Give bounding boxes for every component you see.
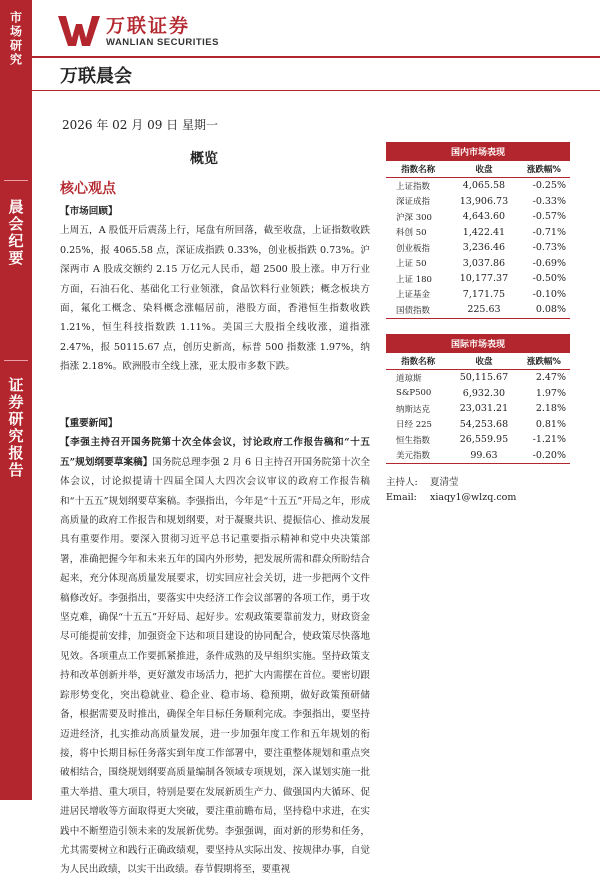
index-name: 美元指数 <box>386 448 450 464</box>
table-row <box>386 256 570 272</box>
index-name: 深证成指 <box>396 197 431 208</box>
index-change: -0.57% <box>532 211 566 223</box>
table-row <box>386 271 570 287</box>
index-close: 23,031.21 <box>459 403 509 415</box>
table-row <box>386 448 570 464</box>
international-market-title: 国际市场表现 <box>386 334 570 353</box>
index-name: 日经 225 <box>396 420 432 431</box>
report-date: 2026 年 02 月 09 日 星期一 <box>62 118 218 132</box>
index-change: -0.73% <box>532 242 566 254</box>
email-label: Email: <box>386 492 417 503</box>
sidebar-label-morning-report: 晨会纪要 <box>6 199 25 267</box>
index-name: 上证基金 <box>396 290 431 301</box>
news-tag: 【重要新闻】 <box>60 418 118 429</box>
index-change: 2.47% <box>535 372 566 384</box>
email-line <box>386 492 516 503</box>
table-row <box>386 370 570 386</box>
brand-logo <box>58 14 219 48</box>
index-change: 0.81% <box>535 418 566 430</box>
host-line <box>386 474 459 488</box>
index-close: 26,559.95 <box>459 434 509 446</box>
index-close: 3,236.46 <box>462 242 506 254</box>
domestic-market-table <box>386 142 570 319</box>
index-name: 恒生指数 <box>396 435 431 446</box>
table-row <box>386 240 570 256</box>
table-row <box>386 401 570 417</box>
brand-name-cn: 万联证券 <box>106 14 191 37</box>
index-change: 0.08% <box>518 302 570 318</box>
market-review-section <box>60 202 370 377</box>
index-change: 1.97% <box>535 387 566 399</box>
domestic-market-title: 国内市场表现 <box>386 142 570 161</box>
index-change: -0.69% <box>532 257 566 269</box>
table-row <box>386 302 570 318</box>
wanlian-logo-icon <box>58 14 100 48</box>
column-header-change: 涨跌幅% <box>518 161 570 178</box>
index-close: 1,422.41 <box>462 226 506 238</box>
index-close: 7,171.75 <box>462 288 506 300</box>
index-close: 99.63 <box>450 448 518 464</box>
news-section <box>60 414 370 880</box>
overview-heading: 概览 <box>190 151 218 167</box>
index-change: -0.33% <box>532 195 566 207</box>
table-row <box>386 194 570 210</box>
index-close: 50,115.67 <box>459 372 509 384</box>
news-text: 国务院总理李强 2 月 6 日主持召开国务院第十次全体会议，讨论拟提请十四届全国人大四次会议审议的政府工作报告稿和“十五五”规划纲要草案稿。李强指出，今年是“十五五”开局之年，形成高质量的政府工作报告和规划纲要，对于凝聚共识、提振信心、推动发展具有重要作用。要深入贯彻习近平总书记重要指示精神和党中央决策部署，准确把握今年和未来五年的国内外形势，把发展所需和群众所盼结合起来，充分体现高质量发展要求，切实回应社会关切，进一步把两个文件稿修改好。李强指出，要落实中央经济工作会议部署的各项工作，勇于攻坚克难，确保“十五五”开好局、起好步。宏观政策要靠前发力，财政资金尽可能提前安排，加强资金下达和项目建设的协同配合，使政策尽快落地见效。各项重点工作要抓紧推进，条件成熟的及早组织实施。坚持政策支持和改革创新并举，更好激发市场活力，把扩大内需摆在首位。要密切跟踪形势变化，突出稳就业、稳企业、稳市场、稳预期，做好政策预研储备，根据需要及时推出，确保全年目标任务顺利完成。李强指出，要坚持迈进经济，扎实推动高质量发展，进一步加强年度工作和五年规划的衔接，将中长期目标任务落实到年度工作部署中，要注重整体规划和重点突破相结合，围绕规划纲要高质量编制各领域专项规划，深入谋划实施一批重大举措、重大项目，特别是要在发展新质生产力、做强国内大循环、促进居民增收等方面取得更大突破，要注重前瞻布局，坚持稳中求进，在实践中不断塑造引领未来的发展新优势。李强强调，面对新的形势和任务，尤其需要树立和践行正确政绩观，要坚持从实际出发、按规律办事，自觉为人民出政绩，以实干出政绩。春节假期将至，要重视 <box>60 456 370 876</box>
index-name: 上证 50 <box>396 259 427 270</box>
index-close: 225.63 <box>450 302 518 318</box>
sidebar-label-securities-report: 证券研究报告 <box>6 377 25 479</box>
host-label: 主持人: <box>386 477 418 488</box>
index-name: 上证 180 <box>396 274 432 285</box>
index-name: S&P500 <box>396 388 432 399</box>
index-change: -0.20% <box>518 448 570 464</box>
column-header-name: 指数名称 <box>386 353 450 370</box>
index-change: 2.18% <box>535 403 566 415</box>
column-header-name: 指数名称 <box>386 161 450 178</box>
index-change: -1.21% <box>532 434 566 446</box>
index-name: 道琼斯 <box>396 373 422 384</box>
index-close: 6,932.30 <box>462 387 506 399</box>
table-row <box>386 432 570 448</box>
table-row <box>386 225 570 241</box>
email-address: xiaqy1@wlzq.com <box>430 492 517 503</box>
column-header-close: 收盘 <box>450 161 518 178</box>
news-headline: 【李强主持召开国务院第十次全体会议，讨论政府工作报告稿和“十五五”规划纲要草案稿】 <box>60 437 370 468</box>
index-name: 国债指数 <box>386 302 450 318</box>
host-name: 夏清莹 <box>430 477 459 488</box>
column-header-close: 收盘 <box>450 353 518 370</box>
index-change: -0.10% <box>532 288 566 300</box>
sidebar-divider <box>4 360 28 361</box>
market-review-tag: 【市场回顾】 <box>60 206 118 217</box>
header-rule <box>32 56 600 58</box>
index-close: 10,177.37 <box>459 273 509 285</box>
index-close: 4,065.58 <box>462 180 506 192</box>
index-close: 4,643.60 <box>462 211 506 223</box>
core-views-heading: 核心观点 <box>60 181 116 197</box>
index-change: -0.25% <box>532 180 566 192</box>
table-row <box>386 209 570 225</box>
sidebar-divider <box>4 180 28 181</box>
index-change: -0.50% <box>532 273 566 285</box>
table-row <box>386 417 570 433</box>
brand-name-en: WANLIAN SECURITIES <box>106 36 219 48</box>
index-close: 13,906.73 <box>459 195 509 207</box>
international-market-table <box>386 334 570 464</box>
index-close: 3,037.86 <box>462 257 506 269</box>
document-title: 万联晨会 <box>60 66 132 87</box>
column-header-change: 涨跌幅% <box>518 353 570 370</box>
market-review-text: 上周五，A 股低开后震荡上行，尾盘有所回落，截至收盘，上证指数收跌 0.25%，报 4065.58 点，深证成指跌 0.33%，创业板指跌 0.73%。沪深两市 A 股成交额约 2.15 万亿元人民币，超 2500 股上涨。申万行业方面，石油石化、基础化工行业领涨，食品饮料行业领跌；概念板块方面，氟化工概念、染料概念涨幅居前，港股方面，香港恒生指数收跌 1.21%，恒生科技指数跌 1.11%。美国三大股指全线收涨，道指涨 2.47%，报 50115.67 点，创历史新高，标普 500 指数涨 1.97%，纳指涨 2.18%。欧洲股市全线上涨，亚太股市多数下跌。 <box>60 225 370 373</box>
sidebar-label-market-research: 市场研究 <box>8 11 23 67</box>
index-name: 创业板指 <box>396 243 431 254</box>
index-close: 54,253.68 <box>459 418 509 430</box>
title-rule <box>32 90 600 91</box>
table-row <box>386 386 570 402</box>
index-name: 科创 50 <box>396 228 427 239</box>
index-name: 沪深 300 <box>396 212 432 223</box>
index-name: 纳斯达克 <box>396 404 431 415</box>
table-row <box>386 178 570 194</box>
index-change: -0.71% <box>532 226 566 238</box>
index-name: 上证指数 <box>396 181 431 192</box>
table-row <box>386 287 570 303</box>
